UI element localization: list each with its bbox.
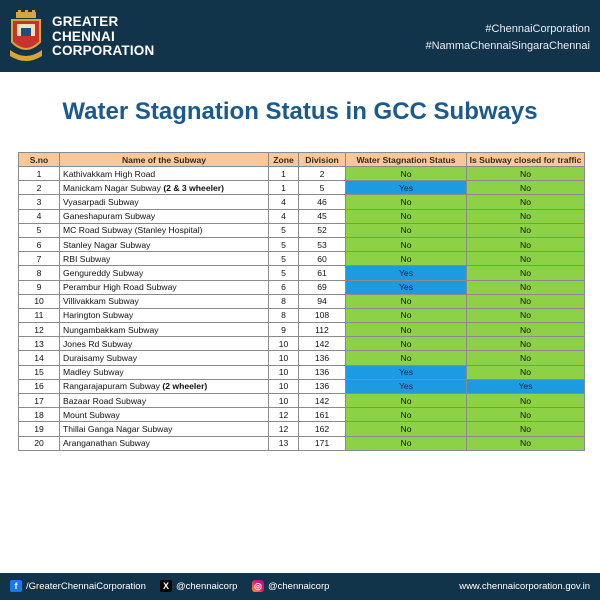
cell-sno: 18 [19,408,60,422]
brand-line-2: CHENNAI [52,28,115,44]
col-zone: Zone [269,153,299,167]
cell-subway-name [60,280,269,294]
footer-facebook[interactable] [10,580,146,592]
col-division: Division [299,153,346,167]
subway-name: Duraisamy Subway [63,353,138,364]
cell-closed-for-traffic: No [467,280,585,294]
cell-zone: 10 [269,365,299,379]
cell-water-stagnation: No [346,209,467,223]
cell-subway-name [60,408,269,422]
cell-division: 60 [299,252,346,266]
cell-closed-for-traffic: No [467,266,585,280]
website-link[interactable]: www.chennaicorporation.gov.in [459,581,590,592]
cell-water-stagnation: No [346,195,467,209]
cell-division: 46 [299,195,346,209]
cell-zone: 12 [269,422,299,436]
table-row [19,308,585,322]
cell-zone: 13 [269,436,299,450]
table-row [19,294,585,308]
cell-zone: 4 [269,195,299,209]
x-icon: X [160,580,172,592]
subway-name: Vyasarpadi Subway [63,196,139,207]
cell-water-stagnation: Yes [346,181,467,195]
cell-zone: 5 [269,223,299,237]
cell-zone: 10 [269,379,299,393]
cell-closed-for-traffic: No [467,365,585,379]
cell-water-stagnation: No [346,337,467,351]
hashtags [426,21,591,55]
cell-closed-for-traffic: No [467,323,585,337]
cell-closed-for-traffic: No [467,195,585,209]
cell-sno: 20 [19,436,60,450]
cell-closed-for-traffic: No [467,223,585,237]
cell-division: 161 [299,408,346,422]
x-handle: @chennaicorp [176,580,238,592]
cell-subway-name [60,237,269,251]
subway-name: Kathivakkam High Road [63,168,156,179]
cell-water-stagnation: No [346,252,467,266]
brand-line-3: CORPORATION [52,43,155,58]
subway-name: Jones Rd Subway [63,338,133,349]
cell-closed-for-traffic: No [467,209,585,223]
table-row [19,351,585,365]
table-row [19,209,585,223]
cell-sno: 4 [19,209,60,223]
cell-subway-name [60,365,269,379]
cell-water-stagnation: No [346,351,467,365]
cell-water-stagnation: Yes [346,280,467,294]
instagram-handle: @chennaicorp [268,580,330,592]
col-sno: S.no [19,153,60,167]
cell-water-stagnation: No [346,394,467,408]
cell-subway-name [60,223,269,237]
cell-subway-name [60,308,269,322]
cell-subway-name [60,294,269,308]
cell-subway-name [60,337,269,351]
cell-sno: 8 [19,266,60,280]
cell-closed-for-traffic: Yes [467,379,585,393]
cell-subway-name [60,181,269,195]
col-closed-for-traffic: Is Subway closed for traffic [467,153,585,167]
cell-subway-name [60,167,269,181]
cell-subway-name [60,266,269,280]
footer-x[interactable] [160,580,237,592]
cell-sno: 10 [19,294,60,308]
table-row [19,408,585,422]
cell-closed-for-traffic: No [467,408,585,422]
cell-water-stagnation: No [346,294,467,308]
facebook-handle: /GreaterChennaiCorporation [26,580,146,592]
cell-water-stagnation: No [346,237,467,251]
vehicle-note: (2 wheeler) [162,381,208,392]
cell-sno: 6 [19,237,60,251]
cell-zone: 5 [269,252,299,266]
cell-subway-name [60,436,269,450]
table-row [19,422,585,436]
cell-water-stagnation: No [346,223,467,237]
gcc-emblem-icon [8,10,44,62]
cell-division: 94 [299,294,346,308]
table-row [19,337,585,351]
cell-sno: 9 [19,280,60,294]
cell-sno: 2 [19,181,60,195]
table-header-row [19,153,585,167]
table-row [19,323,585,337]
cell-sno: 16 [19,379,60,393]
cell-division: 136 [299,351,346,365]
cell-subway-name [60,379,269,393]
cell-closed-for-traffic: No [467,308,585,322]
cell-sno: 1 [19,167,60,181]
cell-sno: 7 [19,252,60,266]
cell-zone: 4 [269,209,299,223]
cell-zone: 5 [269,266,299,280]
subway-name: Mount Subway [63,409,120,420]
cell-water-stagnation: Yes [346,365,467,379]
cell-division: 142 [299,337,346,351]
cell-division: 171 [299,436,346,450]
table-row [19,379,585,393]
cell-water-stagnation: No [346,422,467,436]
page-title: Water Stagnation Status in GCC Subways [62,98,538,125]
subway-name: RBI Subway [63,253,111,264]
top-banner [0,0,600,72]
cell-subway-name [60,195,269,209]
subway-name: Villivakkam Subway [63,296,139,307]
cell-water-stagnation: No [346,408,467,422]
cell-subway-name [60,209,269,223]
cell-sno: 11 [19,308,60,322]
cell-division: 53 [299,237,346,251]
subway-name: Manickam Nagar Subway [63,182,164,193]
cell-closed-for-traffic: No [467,252,585,266]
hashtag-1: #ChennaiCorporation [485,23,590,35]
table-row [19,266,585,280]
cell-division: 5 [299,181,346,195]
subway-name: Nungambakkam Subway [63,324,159,335]
subway-name: Bazaar Road Subway [63,395,147,406]
subway-name: Thillai Ganga Nagar Subway [63,423,173,434]
cell-sno: 3 [19,195,60,209]
cell-division: 45 [299,209,346,223]
cell-division: 2 [299,167,346,181]
cell-sno: 19 [19,422,60,436]
subway-name: Ganeshapuram Subway [63,211,156,222]
subway-name: Perambur High Road Subway [63,282,177,293]
cell-division: 136 [299,379,346,393]
cell-water-stagnation: No [346,323,467,337]
cell-subway-name [60,323,269,337]
cell-sno: 12 [19,323,60,337]
cell-division: 108 [299,308,346,322]
cell-zone: 1 [269,181,299,195]
table-row [19,237,585,251]
col-subway-name: Name of the Subway [60,153,269,167]
cell-closed-for-traffic: No [467,351,585,365]
cell-closed-for-traffic: No [467,181,585,195]
cell-closed-for-traffic: No [467,436,585,450]
table-row [19,223,585,237]
subway-name: Gengureddy Subway [63,267,144,278]
cell-zone: 10 [269,394,299,408]
cell-division: 162 [299,422,346,436]
cell-closed-for-traffic: No [467,237,585,251]
subway-status-table [18,152,584,451]
cell-division: 69 [299,280,346,294]
cell-closed-for-traffic: No [467,422,585,436]
cell-division: 142 [299,394,346,408]
cell-zone: 12 [269,408,299,422]
table-row [19,195,585,209]
subway-name: Rangarajapuram Subway [63,381,163,392]
cell-zone: 8 [269,308,299,322]
cell-subway-name [60,394,269,408]
cell-zone: 9 [269,323,299,337]
footer-instagram[interactable] [252,580,329,592]
subway-name: Aranganathan Subway [63,438,150,449]
table-row [19,167,585,181]
cell-zone: 1 [269,167,299,181]
cell-division: 112 [299,323,346,337]
vehicle-note: (2 & 3 wheeler) [163,182,224,193]
table-row [19,365,585,379]
brand-line-1: GREATER [52,14,119,29]
cell-subway-name [60,422,269,436]
cell-zone: 6 [269,280,299,294]
table-row [19,252,585,266]
facebook-icon: f [10,580,22,592]
cell-subway-name [60,351,269,365]
cell-zone: 10 [269,337,299,351]
cell-water-stagnation: Yes [346,379,467,393]
table-row [19,280,585,294]
cell-closed-for-traffic: No [467,394,585,408]
cell-subway-name [60,252,269,266]
cell-sno: 15 [19,365,60,379]
hashtag-2: #NammaChennaiSingaraChennai [425,40,590,52]
cell-water-stagnation: No [346,167,467,181]
instagram-icon: ◎ [252,580,264,592]
cell-water-stagnation: No [346,436,467,450]
cell-zone: 10 [269,351,299,365]
cell-closed-for-traffic: No [467,294,585,308]
subway-name: Harington Subway [63,310,134,321]
table-row [19,436,585,450]
table-row [19,181,585,195]
table-row [19,394,585,408]
cell-sno: 5 [19,223,60,237]
col-water-stagnation: Water Stagnation Status [346,153,467,167]
cell-zone: 5 [269,237,299,251]
cell-water-stagnation: No [346,308,467,322]
cell-closed-for-traffic: No [467,167,585,181]
cell-division: 52 [299,223,346,237]
cell-division: 61 [299,266,346,280]
subway-name: Madley Subway [63,367,124,378]
cell-closed-for-traffic: No [467,337,585,351]
cell-zone: 8 [269,294,299,308]
cell-sno: 13 [19,337,60,351]
cell-sno: 14 [19,351,60,365]
subway-name: MC Road Subway (Stanley Hospital) [63,225,203,236]
footer-bar [0,573,600,600]
cell-sno: 17 [19,394,60,408]
brand-name [52,15,154,59]
subway-name: Stanley Nagar Subway [63,239,151,250]
cell-water-stagnation: Yes [346,266,467,280]
cell-division: 136 [299,365,346,379]
